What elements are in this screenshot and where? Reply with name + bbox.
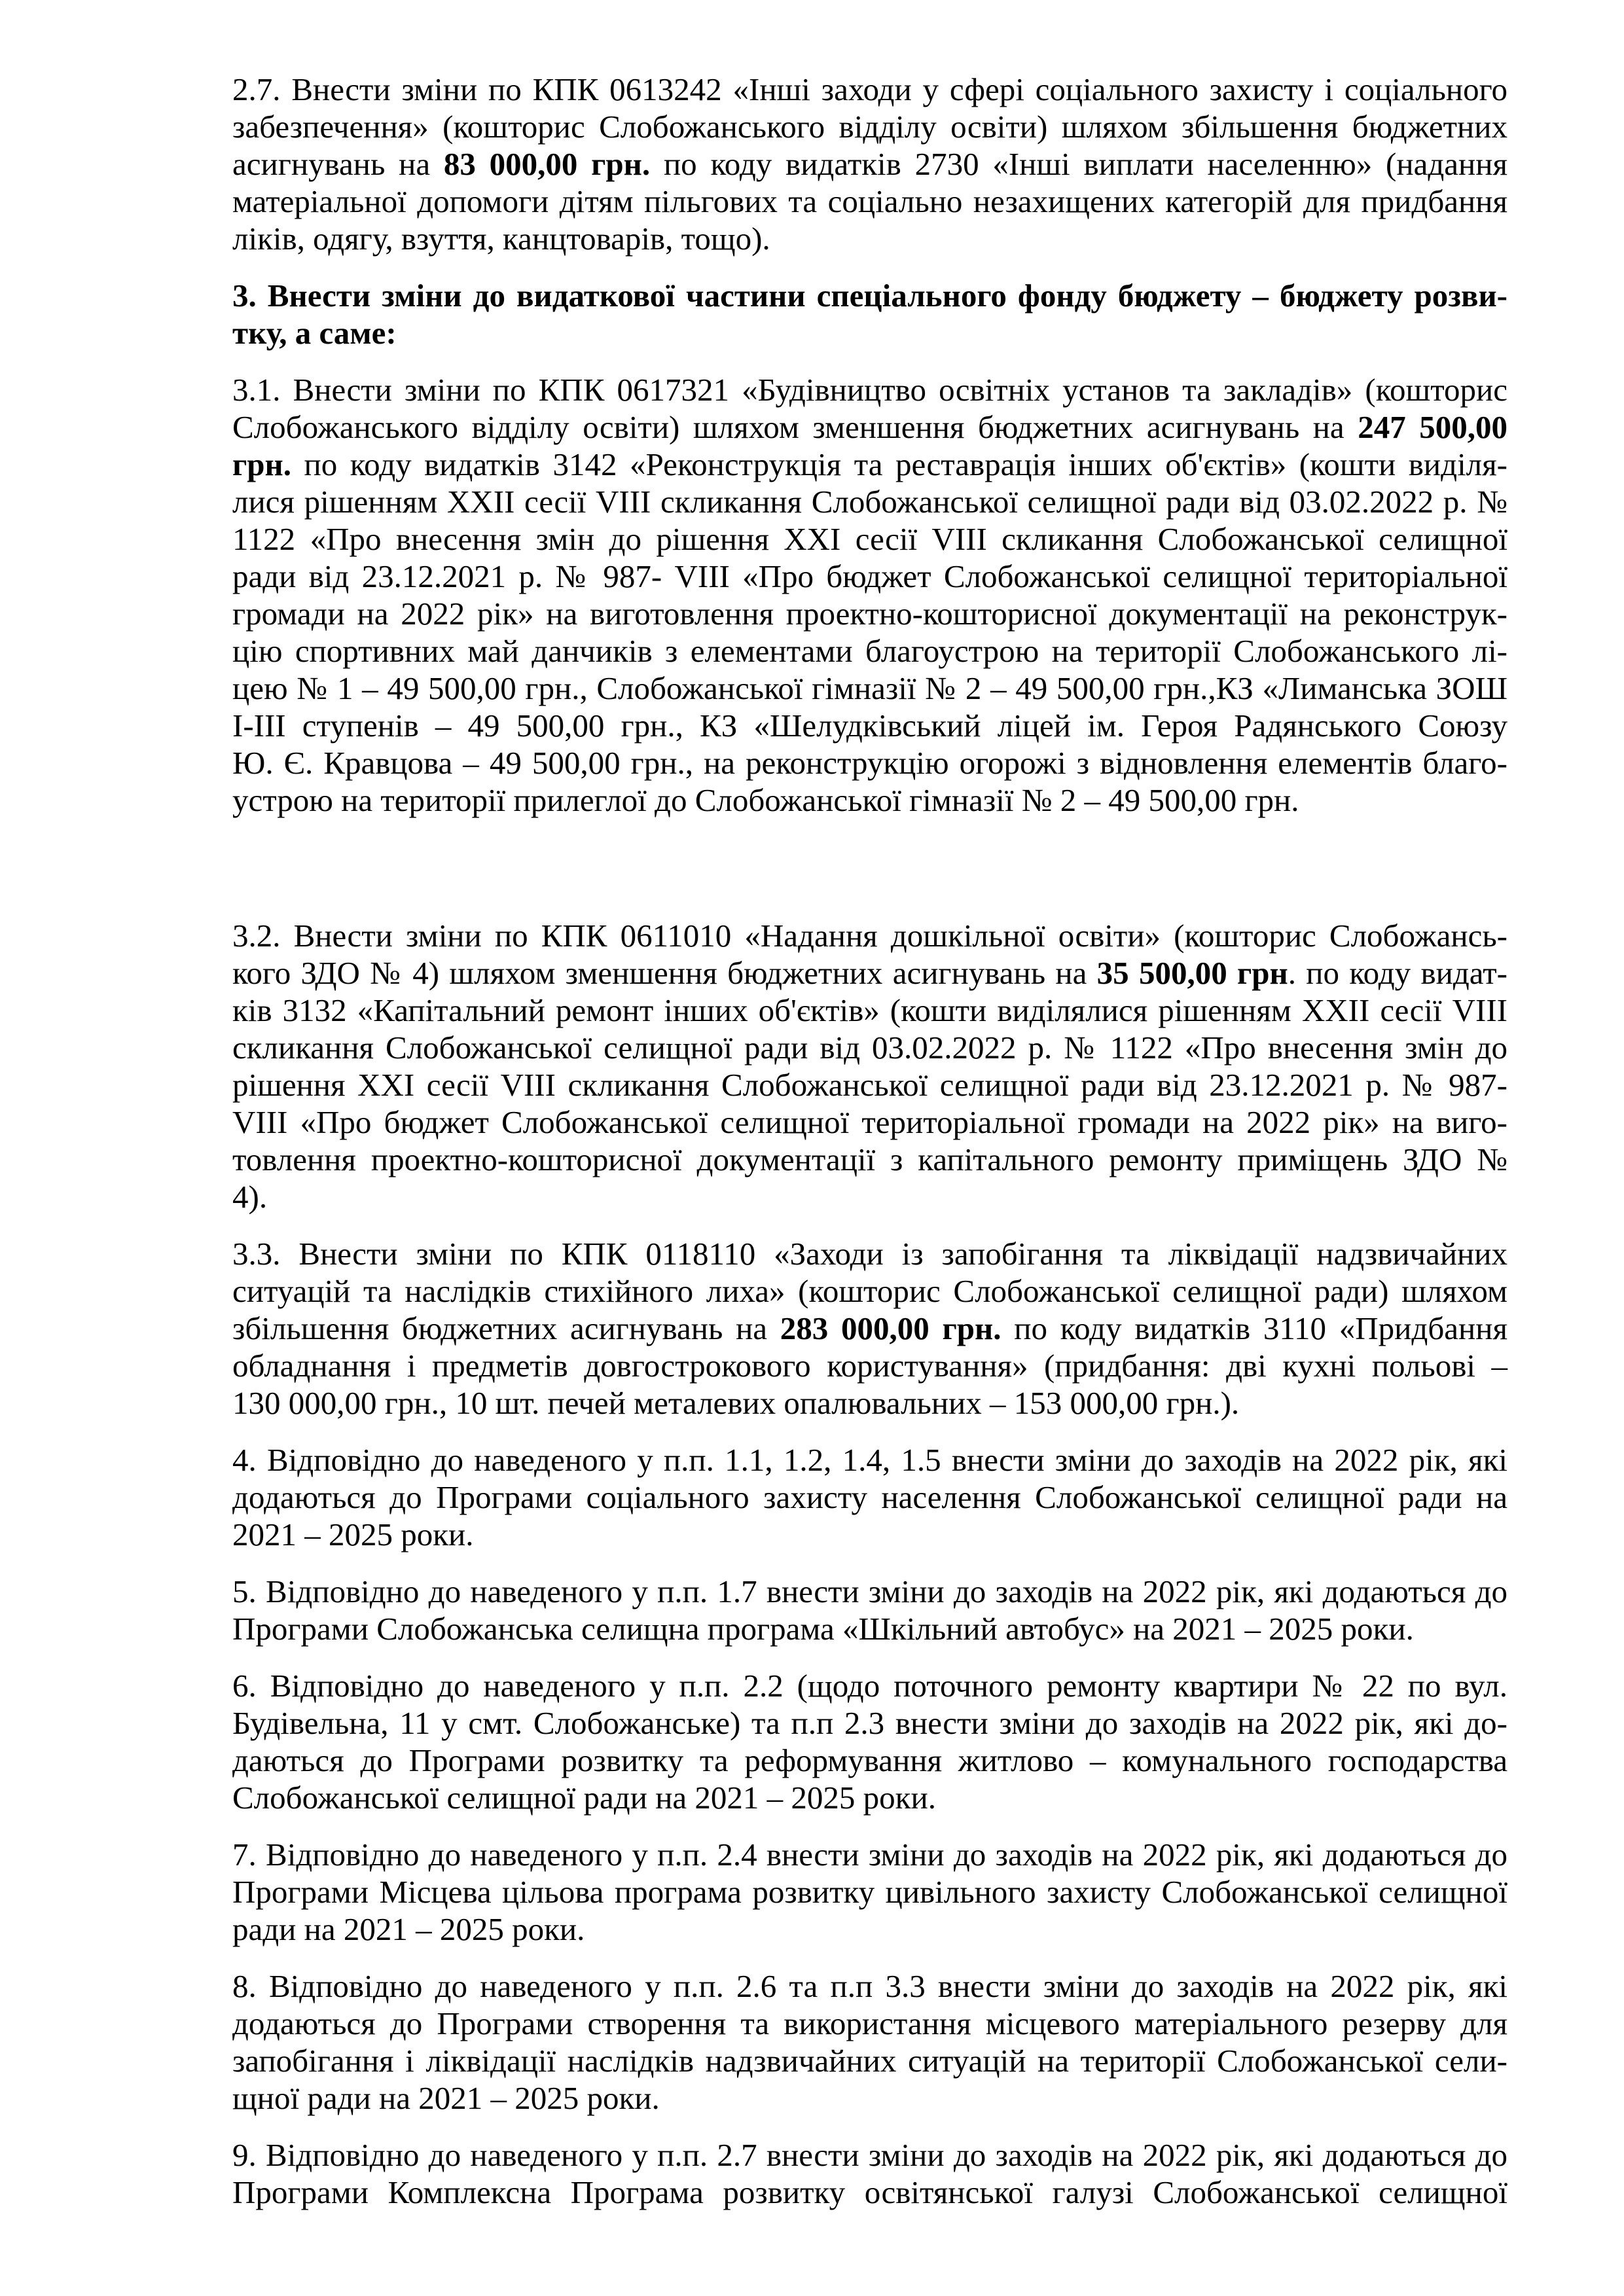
text-line: [232, 992, 1507, 1029]
text-run: даються до Програми розвитку та реформування житлово – комунального господарства: [232, 1742, 1507, 1778]
text-line: [232, 1910, 1507, 1948]
paragraph-9: [232, 2136, 1507, 2211]
text-run: VIII «Про бюджет Слобожанської селищної територіальної громади на 2022 рік» на виго-: [232, 1104, 1507, 1140]
text-line: [232, 670, 1507, 707]
text-run: ради від 23.12.2021 р. № 987- VIII «Про бюджет Слобожанської селищної територіальної: [232, 558, 1507, 594]
text-run: Слобожанського відділу освіти) шляхом зменшення бюджетних асигнувань на: [232, 409, 1358, 445]
text-run: 5. Відповідно до наведеного у п.п. 1.7 внести зміни до заходів на 2022 рік, які додаються до: [232, 1573, 1507, 1609]
text-line: [232, 1610, 1507, 1647]
text-run: Програми Слобожанська селищна програма «Шкільний автобус» на 2021 – 2025 роки.: [232, 1611, 1414, 1647]
text-run: запобігання і ліквідації наслідків надзвичайних ситуацій на території Слобожанської сели-: [232, 2043, 1507, 2079]
paragraph-3-3: [232, 1235, 1507, 1422]
text-line: [232, 1573, 1507, 1610]
text-line: [232, 744, 1507, 781]
text-line: [232, 277, 1507, 314]
text-run: Ю. Є. Кравцова – 49 500,00 грн., на реконструкцію огорожі з відновлення елементів благо-: [232, 745, 1507, 781]
paragraph-4: [232, 1441, 1507, 1553]
text-line: [232, 781, 1507, 819]
text-run: 7. Відповідно до наведеного у п.п. 2.4 внести зміни до заходів на 2022 рік, які додаються до: [232, 1837, 1507, 1873]
section-heading: [232, 277, 1507, 351]
text-run: асигнувань на: [232, 146, 444, 182]
bold-amount: 83 000,00 грн.: [443, 146, 651, 182]
text-run: Слобожанської селищної ради на 2021 – 2025 роки.: [232, 1780, 936, 1816]
document-page: [232, 71, 1507, 2231]
paragraph-3-1: [232, 371, 1507, 819]
text-line: [232, 1441, 1507, 1479]
text-line: [232, 1967, 1507, 2005]
text-run: ків 3132 «Капітальний ремонт інших об'єктів» (кошти виділялися рішенням XXII сесії VIII: [232, 992, 1507, 1028]
text-run: І-ІІІ ступенів – 49 500,00 грн., КЗ «Шелудківський ліцей ім. Героя Радянського Союзу: [232, 708, 1507, 744]
text-line: [232, 71, 1507, 108]
bold-amount: грн.: [232, 446, 291, 482]
text-run: скликання Слобожанської селищної ради від 03.02.2022 р. № 1122 «Про внесення змін до: [232, 1030, 1507, 1066]
text-line: [232, 1873, 1507, 1910]
text-line: [232, 145, 1507, 183]
text-line: [232, 1141, 1507, 1178]
paragraph-6: [232, 1667, 1507, 1816]
text-line: [232, 558, 1507, 595]
paragraph-3-2: [232, 917, 1507, 1215]
text-run: 3.3. Внести зміни по КПК 0118110 «Заходи із запобігання та ліквідації надзвичайних: [232, 1236, 1507, 1272]
text-line: [232, 2005, 1507, 2042]
paragraph-8: [232, 1967, 1507, 2117]
text-line: [232, 632, 1507, 670]
text-run: громади на 2022 рік» на виготовлення проектно-кошторисної документації на реконструк-: [232, 596, 1507, 632]
bold-amount: 247 500,00: [1358, 409, 1507, 445]
text-run: рішення XXI сесії VIII скликання Слобожанської селищної ради від 23.12.2021 р. № 987-: [232, 1067, 1507, 1103]
text-line: [232, 1704, 1507, 1742]
text-run: додаються до Програми створення та використання місцевого матеріального резерву для: [232, 2005, 1507, 2041]
text-run: 4).: [232, 1179, 268, 1215]
text-line: [232, 2136, 1507, 2174]
text-line: [232, 954, 1507, 992]
text-run: матеріальної допомоги дітям пільгових та соціально незахищених категорій для придбання: [232, 183, 1507, 219]
text-run: 9. Відповідно до наведеного у п.п. 2.7 внести зміни до заходів на 2022 рік, які додаються до: [232, 2137, 1507, 2173]
bold-amount: 3. Внести зміни до видаткової частини спеціального фонду бюджету – бюджету розви-: [232, 278, 1507, 314]
bold-amount: тку, а саме:: [232, 315, 397, 351]
text-line: [232, 1667, 1507, 1704]
text-line: [232, 483, 1507, 520]
text-line: [232, 595, 1507, 632]
text-run: 3.1. Внести зміни по КПК 0617321 «Будівництво освітніх установ та закладів» (кошторис: [232, 372, 1507, 408]
text-line: [232, 220, 1507, 257]
text-run: збільшення бюджетних асигнувань на: [232, 1310, 780, 1346]
text-line: [232, 1516, 1507, 1553]
text-line: [232, 2042, 1507, 2079]
text-run: лися рішенням XXII сесії VIII скликання Слобожанської селищної ради від 03.02.2022 р. №: [232, 484, 1507, 520]
text-line: [232, 1836, 1507, 1873]
text-run: забезпечення» (кошторис Слобожанського відділу освіти) шляхом збільшення бюджетних: [232, 109, 1507, 145]
text-line: [232, 1178, 1507, 1215]
text-line: [232, 314, 1507, 351]
text-run: обладнання і предметів довгострокового користування» (придбання: дві кухні польові –: [232, 1348, 1507, 1384]
text-run: Програми Комплексна Програма розвитку освітянської галузі Слобожанської селищної: [232, 2174, 1507, 2210]
text-run: 6. Відповідно до наведеного у п.п. 2.2 (щодо поточного ремонту квартири № 22 по вул.: [232, 1668, 1507, 1704]
text-line: [232, 1235, 1507, 1272]
text-run: 1122 «Про внесення змін до рішення XXI сесії VIII скликання Слобожанської селищної: [232, 521, 1507, 557]
text-line: [232, 1272, 1507, 1310]
text-line: [232, 520, 1507, 558]
text-run: по коду видатків 3110 «Придбання: [1001, 1310, 1507, 1346]
text-line: [232, 371, 1507, 408]
text-run: Програми Місцева цільова програма розвитку цивільного захисту Слобожанської селищної: [232, 1874, 1507, 1910]
text-line: [232, 1029, 1507, 1066]
text-line: [232, 1310, 1507, 1347]
text-line: [232, 1384, 1507, 1422]
text-line: [232, 108, 1507, 145]
text-run: додаються до Програми соціального захисту населення Слобожанської селищної ради на: [232, 1479, 1507, 1515]
text-run: по коду видатків 3142 «Реконструкція та реставрація інших об'єктів» (кошти виділя-: [291, 446, 1507, 482]
text-run: ліків, одягу, взуття, канцтоварів, тощо).: [232, 221, 770, 257]
text-line: [232, 707, 1507, 744]
text-run: 130 000,00 грн., 10 шт. печей металевих опалювальних – 153 000,00 грн.).: [232, 1385, 1240, 1421]
text-run: устрою на території прилеглої до Слобожанської гімназії № 2 – 49 500,00 грн.: [232, 782, 1299, 818]
text-line: [232, 1347, 1507, 1384]
text-line: [232, 917, 1507, 954]
text-line: [232, 183, 1507, 220]
text-run: 2021 – 2025 роки.: [232, 1516, 474, 1552]
text-run: 4. Відповідно до наведеного у п.п. 1.1, 1.2, 1.4, 1.5 внести зміни до заходів на 2022 рік, які: [232, 1442, 1507, 1478]
text-run: 8. Відповідно до наведеного у п.п. 2.6 та п.п 3.3 внести зміни до заходів на 2022 рік, які: [232, 1968, 1507, 2004]
text-run: Будівельна, 11 у смт. Слобожанське) та п.п 2.3 внести зміни до заходів на 2022 рік, які до-: [232, 1705, 1507, 1741]
text-run: 2.7. Внести зміни по КПК 0613242 «Інші заходи у сфері соціального захисту і соціального: [232, 71, 1507, 107]
text-line: [232, 408, 1507, 446]
text-run: цею № 1 – 49 500,00 грн., Слобожанської гімназії № 2 – 49 500,00 грн.,КЗ «Лиманська ЗОШ: [232, 670, 1507, 706]
text-run: товлення проектно-кошторисної документації з капітального ремонту приміщень ЗДО №: [232, 1141, 1507, 1177]
text-line: [232, 1066, 1507, 1103]
text-line: [232, 1479, 1507, 1516]
text-run: 3.2. Внести зміни по КПК 0611010 «Надання дошкільної освіти» (кошторис Слобожансь-: [232, 918, 1507, 954]
paragraph-5: [232, 1573, 1507, 1647]
text-run: ситуацій та наслідків стихійного лиха» (кошторис Слобожанської селищної ради) шляхом: [232, 1273, 1507, 1309]
text-run: щної ради на 2021 – 2025 роки.: [232, 2080, 660, 2116]
text-run: цію спортивних май данчиків з елементами благоустрою на території Слобожанського лі-: [232, 633, 1507, 669]
text-run: кого ЗДО № 4) шляхом зменшення бюджетних асигнувань на: [232, 955, 1097, 991]
text-run: ради на 2021 – 2025 роки.: [232, 1911, 585, 1947]
paragraph-spacer: [232, 838, 1507, 917]
paragraph-2-7: [232, 71, 1507, 257]
text-line: [232, 2174, 1507, 2211]
text-line: [232, 446, 1507, 483]
bold-amount: 35 500,00 грн: [1096, 955, 1288, 991]
text-run: по коду видатків 2730 «Інші виплати населенню» (надання: [650, 146, 1507, 182]
text-run: . по коду видат-: [1288, 955, 1507, 991]
text-line: [232, 1103, 1507, 1141]
paragraph-7: [232, 1836, 1507, 1948]
text-line: [232, 1742, 1507, 1779]
text-line: [232, 1779, 1507, 1816]
bold-amount: 283 000,00 грн.: [780, 1310, 1001, 1346]
text-line: [232, 2079, 1507, 2117]
